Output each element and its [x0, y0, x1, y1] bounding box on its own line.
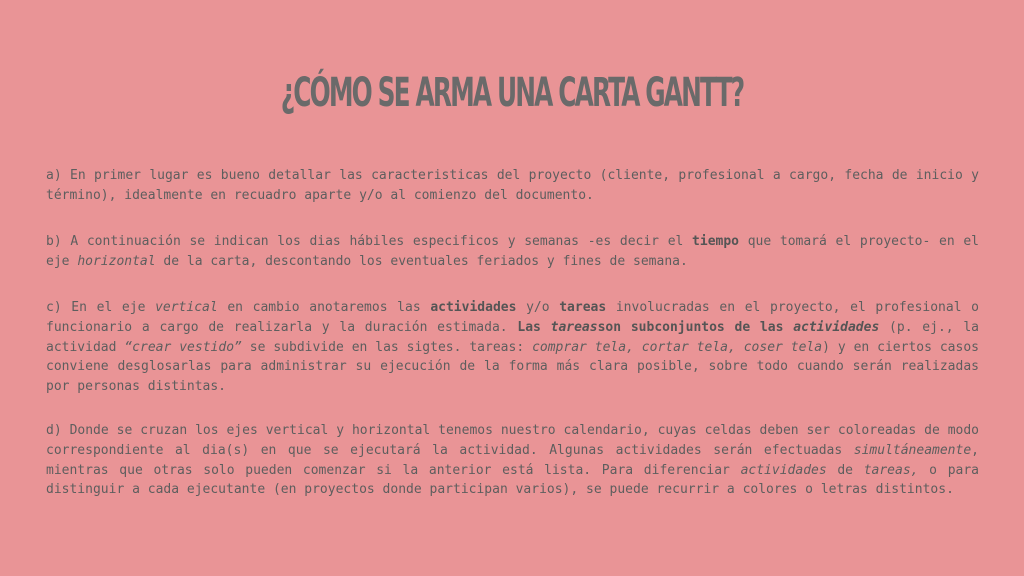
paragraph-d-text-1: d) Donde se cruzan los ejes vertical y horizontal tenemos nuestro calendario, cuyas celdas deben ser coloreadas de modo correspondiente al dia(s) en que se ejecutará la actividad. Algunas actividades serán efectuadas: [46, 423, 979, 458]
emphasis-tareas-d: tareas,: [863, 462, 919, 478]
paragraph-d: [46, 421, 979, 499]
paragraph-d-text-4: o para distinguir a cada ejecutante (en proyectos donde participan varios), se puede recurrir a colores o letras distintos.: [46, 462, 979, 498]
paragraph-b: [46, 232, 979, 271]
emphasis-subconjuntos: son subconjuntos de las: [597, 319, 794, 335]
paragraph-c: [46, 298, 979, 396]
paragraph-b-text-1: b) A continuación se indican los dias hábiles especificos y semanas -es decir el: [46, 234, 693, 250]
emphasis-crear-vestido: “crear vestido”: [124, 339, 242, 355]
paragraph-d-text-2: , mientras que otras solo pueden comenzar si la anterior está lista. Para diferenciar: [46, 442, 979, 478]
paragraph-c-text-7: ) y en ciertos casos conviene desglosarlas para administrar su ejecución de la forma más clara posible, sobre todo cuando serán realizadas por personas distintas.: [46, 339, 979, 394]
slide-title: ¿CÓMO SE ARMA UNA CARTA GANTT?: [280, 69, 744, 116]
paragraph-d-text-3: de: [826, 462, 864, 478]
emphasis-actividades-italic: actividades: [793, 319, 880, 335]
emphasis-actividades-d: actividades: [740, 462, 827, 478]
emphasis-las: Las: [517, 319, 551, 335]
emphasis-vertical: vertical: [155, 300, 218, 316]
emphasis-tiempo: tiempo: [692, 234, 740, 250]
paragraph-a: [46, 166, 979, 205]
paragraph-c-text-4: involucradas en el proyecto, el profesional o funcionario a cargo de realizarla y la duración estimada.: [46, 300, 980, 335]
paragraph-b-text-3: de la carta, descontando los eventuales feriados y fines de semana.: [155, 253, 688, 269]
emphasis-horizontal: horizontal: [77, 253, 156, 269]
paragraph-c-text-1: c) En el eje: [46, 300, 156, 316]
emphasis-tareas-italic: tareas: [550, 319, 598, 335]
emphasis-actividades: actividades: [430, 300, 517, 316]
emphasis-tareas: tareas: [559, 300, 607, 316]
paragraph-c-text-3: y/o: [516, 300, 560, 316]
emphasis-task-list: comprar tela, cortar tela, coser tela: [532, 339, 823, 355]
paragraph-c-text-5: (p. ej., la actividad: [46, 319, 980, 355]
paragraph-c-text-6: se subdivide en las sigtes. tareas:: [241, 339, 533, 355]
slide-body: [46, 166, 979, 527]
paragraph-a-text: a) En primer lugar es bueno detallar las caracteristicas del proyecto (cliente, profesional a cargo, fecha de inicio y término), idealmente en recuadro aparte y/o al comienzo del documento.: [46, 168, 979, 203]
paragraph-b-text-2: que tomará el proyecto- en el eje: [46, 234, 979, 269]
emphasis-simultaneamente: simultáneamente: [853, 442, 972, 458]
paragraph-c-text-2: en cambio anotaremos las: [217, 300, 431, 316]
